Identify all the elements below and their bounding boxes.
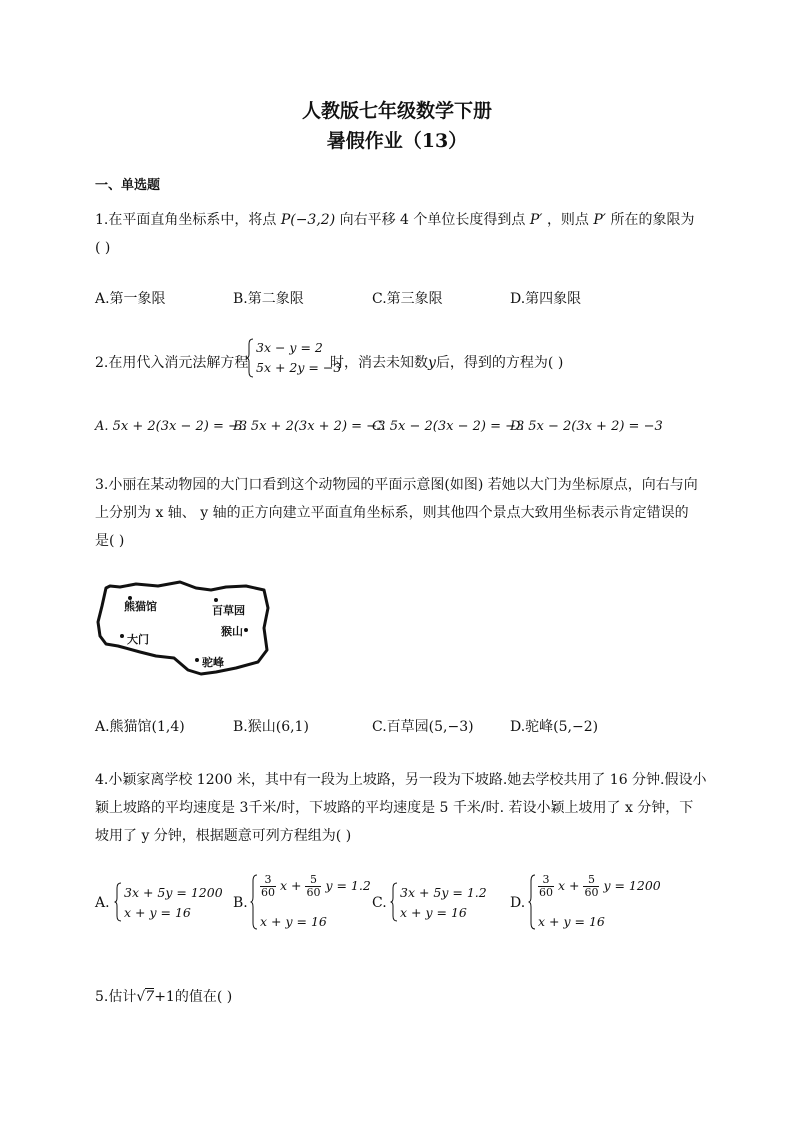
brace-icon (114, 882, 122, 922)
map-label-herb-garden: 百草园 (212, 604, 245, 617)
q1-text-c: ，则点 (546, 212, 589, 228)
q2-option-c[interactable]: C. 5x − 2(3x − 2) = −3 (372, 419, 525, 434)
question-5 (95, 986, 232, 1006)
q1-text-a: 1.在平面直角坐标系中，将点 (95, 212, 277, 228)
q2-var: y (428, 355, 436, 371)
q4-option-d-label[interactable]: D. (510, 895, 526, 911)
q4-b-eq1: $\frac{3}{60}$ x + $\frac{5}{60}$ y = 1.2 (261, 873, 371, 899)
q2-eq1: 3x − y = 2 (256, 340, 323, 355)
q1-point-p2: P′ (593, 212, 606, 228)
q3-line-1: 3.小丽在某动物园的大门口看到这个动物园的平面示意图(如图) 若她以大门为坐标原点，向右与向 (95, 477, 698, 493)
q2-option-b[interactable]: B. 5x + 2(3x + 2) = −3 (233, 419, 386, 434)
q5-text-a: 5.估计 (95, 989, 137, 1005)
q1-option-a[interactable]: A.第一象限 (95, 291, 166, 307)
q4-line-3: 坡用了 y 分钟，根据题意可列方程组为( ) (95, 828, 352, 844)
q3-option-d[interactable]: D.驼峰(5,−2) (510, 719, 599, 735)
brace-icon (528, 874, 536, 930)
map-label-gate: 大门 (127, 633, 149, 646)
brace-icon (246, 338, 254, 378)
q2-eq2: 5x + 2y = −3 (256, 360, 342, 375)
q2-equation-system (246, 338, 342, 380)
q4-option-b-system[interactable] (250, 874, 370, 932)
map-label-monkey-hill: 猴山 (221, 625, 243, 638)
q3-option-c[interactable]: C.百草园(5,−3) (372, 719, 474, 735)
q1-option-b[interactable]: B.第二象限 (233, 291, 304, 307)
q4-c-eq1: 3x + 5y = 1.2 (400, 885, 487, 900)
camel-hump-dot (195, 658, 199, 662)
q5-expr: 7 (145, 989, 155, 1005)
brace-icon (390, 882, 398, 922)
q5-text-b: +1的值在( ) (154, 989, 233, 1005)
q4-option-d-system[interactable] (528, 874, 668, 932)
page-subtitle: 暑假作业（13） (326, 130, 468, 152)
q1-paren: ( ) (95, 240, 111, 256)
q4-c-eq2: x + y = 16 (400, 905, 467, 920)
q1-option-c[interactable]: C.第三象限 (372, 291, 443, 307)
map-label-camel-hump: 驼峰 (202, 656, 224, 669)
q1-point: P(−3,2) (280, 212, 336, 228)
q3-line-2: 上分别为 x 轴、 y 轴的正方向建立平面直角坐标系，则其他四个景点大致用坐标表示肯定错误的 (95, 505, 689, 521)
zoo-map (96, 578, 276, 688)
q1-text-b: 向右平移 4 个单位长度得到点 (339, 212, 526, 228)
sqrt-icon: √ (136, 989, 146, 1005)
fraction: $\frac{3}{60}$ (261, 873, 275, 899)
q4-line-2: 颖上坡路的平均速度是 3千米/时，下坡路的平均速度是 5 千米/时. 若设小颖上坡用了 x 分钟，下 (95, 800, 694, 816)
q4-d-eq1: $\frac{3}{60}$ x + $\frac{5}{60}$ y = 1200 (539, 873, 661, 899)
q4-option-c-system[interactable] (390, 882, 500, 924)
q2-option-d[interactable]: D. 5x − 2(3x + 2) = −3 (510, 419, 663, 434)
brace-icon (250, 874, 258, 930)
q4-line-1: 4.小颖家离学校 1200 米，其中有一段为上坡路，另一段为下坡路.她去学校共用了 16 分钟.假设小 (95, 772, 707, 788)
q2-text-b-line (330, 352, 563, 372)
q3-option-a[interactable]: A.熊猫馆(1,4) (95, 719, 185, 735)
q4-option-b-label[interactable]: B. (233, 895, 248, 911)
page-title: 人教版七年级数学下册 (301, 100, 492, 122)
q4-option-c-label[interactable]: C. (372, 895, 387, 911)
fraction: $\frac{5}{60}$ (306, 873, 321, 899)
q2-text-a: 2.在用代入消元法解方程 (95, 355, 249, 371)
q3-option-b[interactable]: B.猴山(6,1) (233, 719, 309, 735)
q4-a-eq2: x + y = 16 (124, 905, 191, 920)
map-label-panda-house: 熊猫馆 (124, 600, 157, 613)
monkey-hill-dot (244, 628, 248, 632)
q1-option-d[interactable]: D.第四象限 (510, 291, 582, 307)
q2-text-c: 后，得到的方程为( ) (435, 355, 564, 371)
q4-a-eq1: 3x + 5y = 1200 (124, 885, 223, 900)
fraction: $\frac{5}{60}$ (584, 873, 599, 899)
q4-b-eq2: x + y = 16 (260, 914, 327, 929)
q1-text-d: 所在的象限为 (610, 212, 695, 228)
q2-option-a[interactable]: A. 5x + 2(3x − 2) = −3 (95, 419, 248, 434)
q2-text-b: 时，消去未知数 (330, 355, 428, 371)
section-heading: 一、单选题 (95, 178, 161, 193)
gate-dot (120, 634, 124, 638)
fraction: $\frac{3}{60}$ (539, 873, 553, 899)
question-1-line-1 (95, 209, 694, 229)
q4-option-a-system[interactable] (114, 882, 224, 924)
q3-line-3: 是( ) (95, 533, 125, 549)
q4-d-eq2: x + y = 16 (538, 914, 605, 929)
q4-option-a-label[interactable]: A. (95, 895, 110, 911)
q1-point-p1: P′ (529, 212, 543, 228)
